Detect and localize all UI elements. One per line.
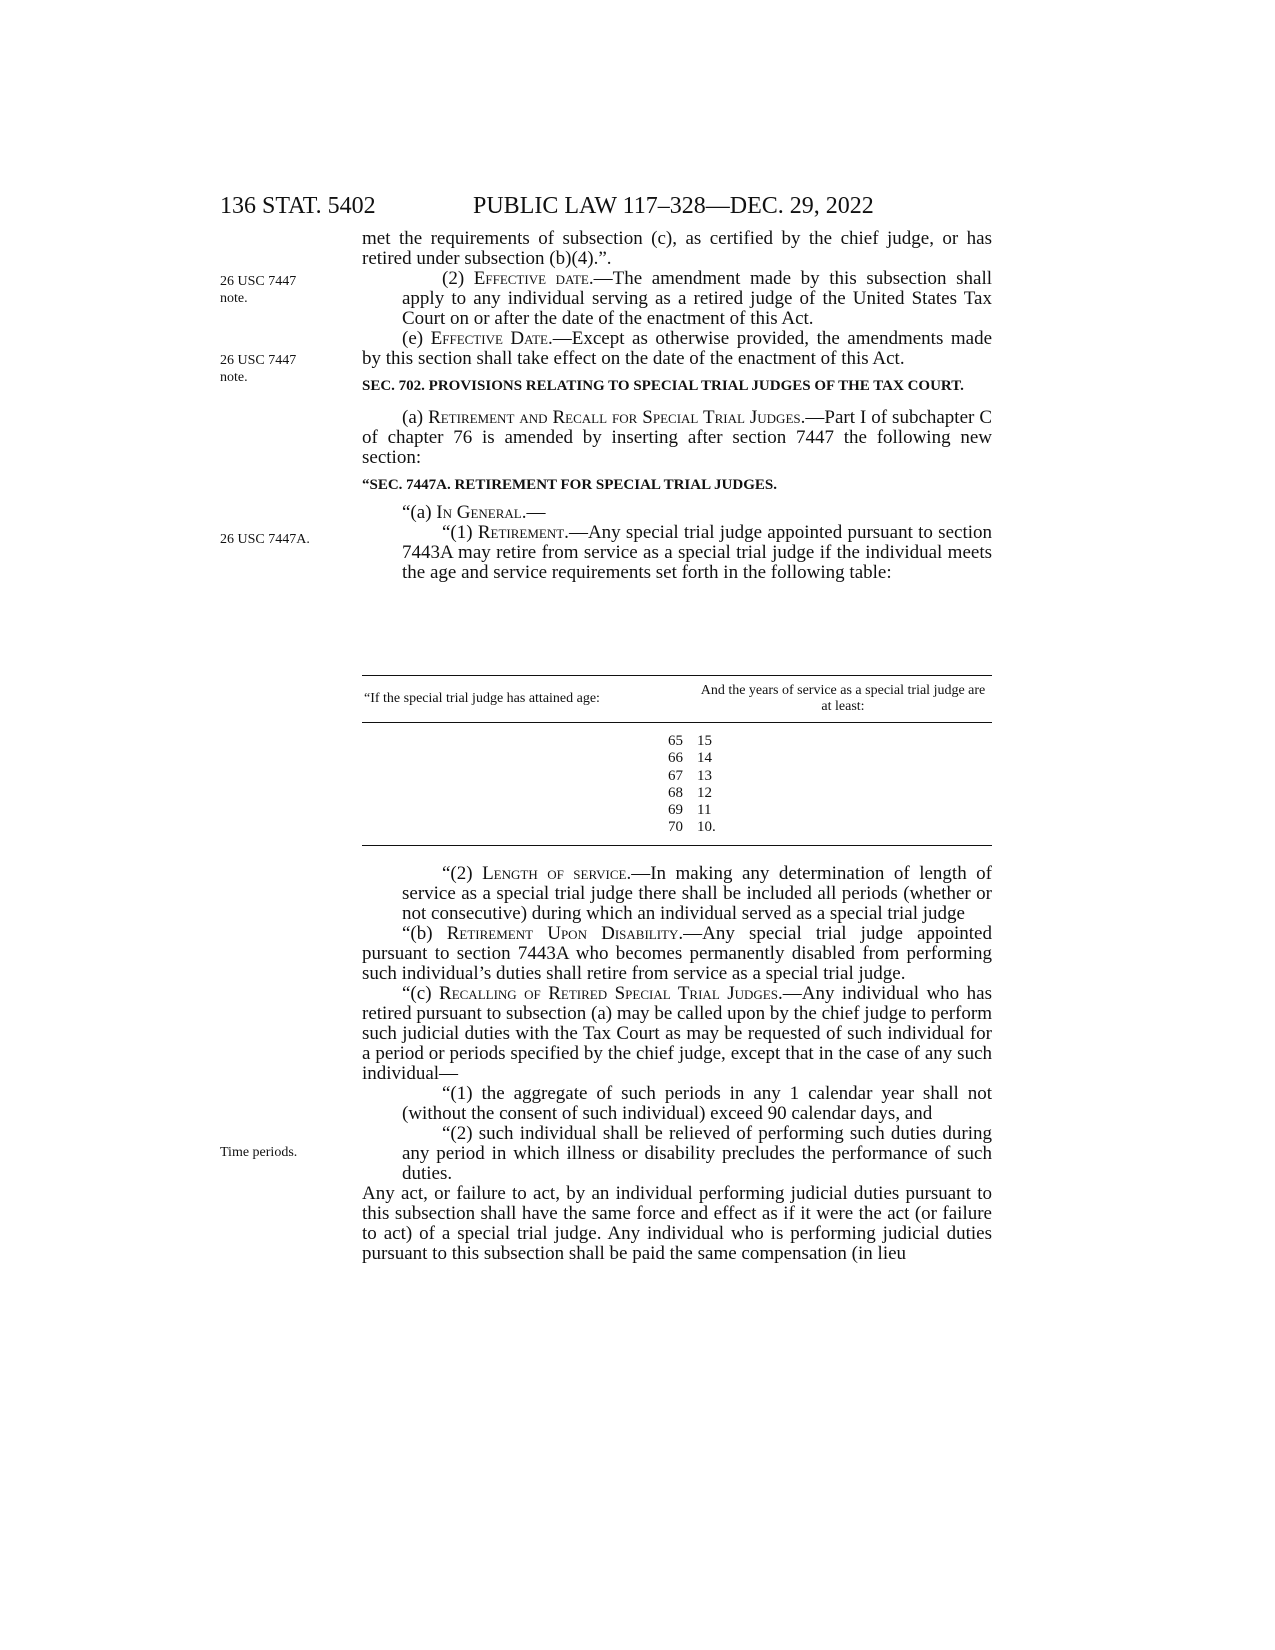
age-service-table — [362, 675, 992, 846]
table-row: 69 11 — [668, 802, 712, 819]
column-header-age: “If the special trial judge has attained age: — [364, 691, 600, 706]
margin-note: 26 USC 7447 note. — [220, 353, 297, 385]
paragraph: “(1) Retirement.—Any special trial judge appointed pursuant to section 7443A may retire from service as a special trial judge if the individual meets the age and service requirements set forth in the following table: — [402, 522, 993, 583]
margin-note: Time periods. — [220, 1145, 298, 1160]
paragraph: (a) Retirement and Recall for Special Trial Judges.—Part I of subchapter C of chapter 76 is amended by inserting after section 7447 the following new section: — [362, 407, 992, 468]
paragraph: “(2) Length of service.—In making any determination of length of service as a special trial judge there shall be included all periods (whether or not consecutive) during which an individual served as a special trial judge — [402, 863, 993, 924]
main-text-lower — [362, 864, 992, 1264]
paragraph: “(a) In General.— — [402, 502, 546, 523]
page-title: PUBLIC LAW 117–328—DEC. 29, 2022 — [473, 193, 874, 219]
table-row: 68 12 — [668, 784, 712, 801]
section-heading: SEC. 702. PROVISIONS RELATING TO SPECIAL TRIAL JUDGES OF THE TAX COURT. — [362, 378, 964, 394]
column-header-years: And the years of service as a special trial judge are at least: — [700, 683, 986, 714]
paragraph: (e) Effective Date.—Except as otherwise provided, the amendments made by this section shall take effect on the date of the enactment of this Act. — [362, 328, 993, 369]
table-row: 70 10. — [668, 819, 716, 836]
main-text-upper — [362, 229, 992, 583]
section-heading: “SEC. 7447A. RETIREMENT FOR SPECIAL TRIAL JUDGES. — [362, 477, 777, 493]
page-reference: 136 STAT. 5402 — [220, 193, 376, 219]
paragraph: “(2) such individual shall be relieved of performing such duties during any period in which illness or disability precludes the performance of such duties. — [402, 1123, 992, 1184]
margin-note: 26 USC 7447 note. — [220, 274, 297, 306]
margin-note: 26 USC 7447A. — [220, 532, 310, 547]
table-row: 67 13 — [668, 767, 712, 784]
table-row: 66 14 — [668, 750, 712, 767]
paragraph: “(b) Retirement Upon Disability.—Any special trial judge appointed pursuant to section 7443A who becomes permanently disabled from performing such individual’s duties shall retire from service as a special trial judge. — [362, 923, 992, 984]
paragraph: “(1) the aggregate of such periods in any 1 calendar year shall not (without the consent of such individual) exceed 90 calendar days, and — [402, 1083, 992, 1124]
paragraph: (2) Effective date.—The amendment made by this subsection shall apply to any individual serving as a retired judge of the United States Tax Court on or after the date of the enactment of this Act. — [402, 268, 993, 329]
paragraph: Any act, or failure to act, by an individual performing judicial duties pursuant to this subsection shall have the same force and effect as if it were the act (or failure to act) of a special trial judge. Any individual who is performing judicial duties pursuant to this subsection shall be paid the same compensation (in lieu — [362, 1183, 992, 1264]
table-row: 65 15 — [668, 733, 712, 749]
table-header — [362, 676, 992, 723]
paragraph: met the requirements of subsection (c), as certified by the chief judge, or has retired under subsection (b)(4).”. — [362, 228, 992, 269]
paragraph: “(c) Recalling of Retired Special Trial Judges.—Any individual who has retired pursuant to subsection (a) may be called upon by the chief judge to perform such judicial duties with the Tax Court as may be requested of such individual for a period or periods specified by the chief judge, except that in the case of any such individual— — [362, 983, 992, 1084]
table-body — [362, 723, 992, 845]
